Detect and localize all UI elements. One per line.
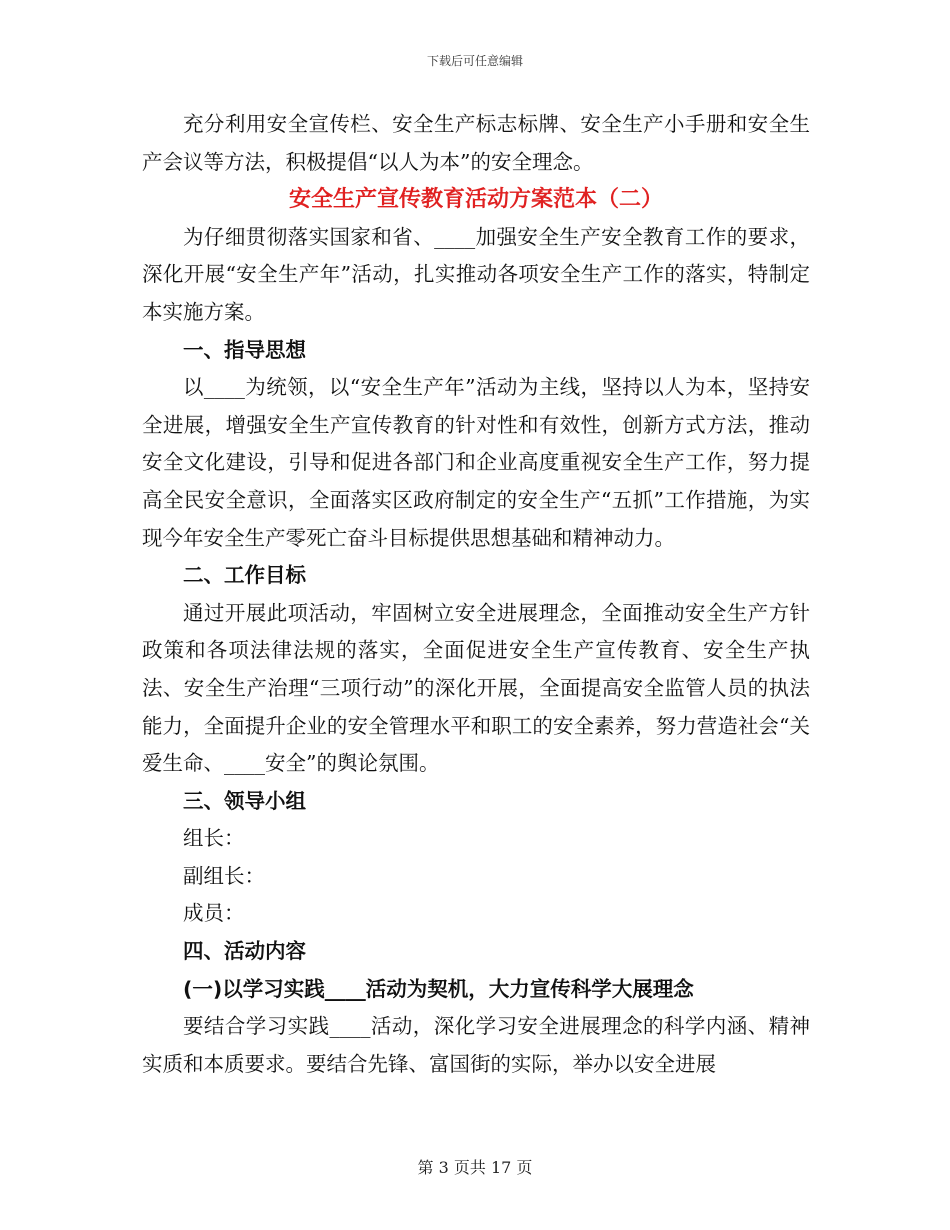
- intro-paragraph: 充分利用安全宣传栏、安全生产标志标牌、安全生产小手册和安全生产会议等方法，积极提倡“以人为本”的安全理念。: [142, 112, 810, 174]
- section-body-guiding-ideology: 以____为统领，以“安全生产年”活动为主线，坚持以人为本，坚持安全进展，增强安全生产宣传教育的针对性和有效性，创新方式方法，推动安全文化建设，引导和促进各部门和企业高度重视安全生产工作，努力提高全民安全意识，全面落实区政府制定的安全生产“五抓”工作措施，为实现今年安全生产零死亡奋斗目标提供思想基础和精神动力。: [142, 375, 810, 550]
- subsection-heading-1: (一)以学习实践____活动为契机，大力宣传科学大展理念: [183, 976, 694, 1001]
- leader-line: 组长：: [183, 826, 245, 851]
- section-heading-guiding-ideology: 一、指导思想: [183, 337, 306, 362]
- members-line: 成员：: [183, 901, 245, 926]
- section-heading-activity-content: 四、活动内容: [183, 939, 306, 964]
- section-heading-work-goals: 二、工作目标: [183, 563, 306, 588]
- document-body: [142, 106, 810, 1083]
- page-header-note: 下载后可任意编辑: [426, 54, 523, 68]
- opening-paragraph: 为仔细贯彻落实国家和省、____加强安全生产安全教育工作的要求，深化开展“安全生产年”活动，扎实推动各项安全生产工作的落实，特制定本实施方案。: [142, 224, 810, 324]
- section-body-work-goals: 通过开展此项活动，牢固树立安全进展理念，全面推动安全生产方针政策和各项法律法规的落实，全面促进安全生产宣传教育、安全生产执法、安全生产治理“三项行动”的深化开展，全面提高安全监管人员的执法能力，全面提升企业的安全管理水平和职工的安全素养，努力营造社会“关爱生命、____安全”的舆论氛围。: [142, 600, 810, 776]
- subsection-body-1: 要结合学习实践____活动，深化学习安全进展理念的科学内涵、精神实质和本质要求。要结合先锋、富国街的实际，举办以安全进展: [142, 1014, 810, 1076]
- document-title: 安全生产宣传教育活动方案范本（二）: [288, 187, 663, 213]
- deputy-leader-line: 副组长：: [183, 863, 265, 888]
- section-heading-leadership-group: 三、领导小组: [183, 788, 306, 813]
- page-number-footer: 第 3 页共 17 页: [417, 1158, 533, 1177]
